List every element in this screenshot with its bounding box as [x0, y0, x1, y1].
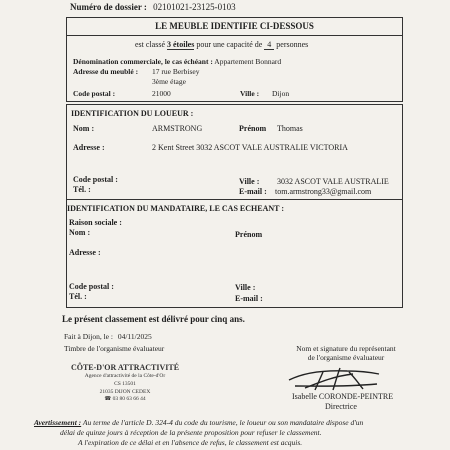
stamp-line1: Agence d'attractivité de la Côte-d'Or [84, 373, 166, 379]
dossier-label: Numéro de dossier : [70, 2, 147, 12]
owner-firstname-value: Thomas [277, 124, 303, 133]
classed-line [135, 40, 308, 49]
signer-name: Isabelle CORONDE-PEINTRE [292, 392, 394, 401]
owner-email-value: tom.armstrong33@gmail.com [275, 187, 372, 196]
dossier-row [70, 2, 236, 12]
warning-line3: A l'expiration de ce délai et en l'absence de refus, le classement est acquis. [78, 438, 303, 447]
address-line1: 17 rue Berbisey [152, 67, 200, 76]
agent-phone-label: Tél. : [69, 292, 87, 301]
classed-middle: pour une capacité de [196, 40, 263, 49]
stamp-org: CÔTE-D'OR ATTRACTIVITÉ [70, 363, 180, 372]
agent-name-label: Nom : [69, 228, 91, 237]
denomination-value: Appartement Bonnard [214, 57, 282, 66]
classed-suffix: personnes [276, 40, 309, 49]
owner-address-value: 2 Kent Street 3032 ASCOT VALE AUSTRALIE VICTORIA [152, 143, 348, 152]
evaluator-stamp [70, 363, 180, 402]
warning-text1: Au terme de l'article D. 324-4 du code du tourisme, le loueur ou son mandataire dispose d'un [82, 418, 364, 427]
signature-label-line2: de l'organisme évaluateur [307, 353, 385, 362]
owner-name-value: ARMSTRONG [152, 124, 203, 133]
done-at-date: 04/11/2025 [117, 332, 152, 341]
agent-section [66, 200, 403, 308]
agent-city-label: Ville : [235, 283, 256, 292]
owner-name-label: Nom : [73, 124, 95, 133]
agent-firstname-label: Prénom [235, 230, 263, 239]
handwritten-signature [285, 362, 385, 394]
owner-section [66, 104, 403, 200]
warning-label: Avertissement : [34, 418, 82, 427]
done-at-label: Fait à Dijon, le : [64, 332, 113, 341]
done-at-row [64, 332, 152, 341]
agent-company-label: Raison sociale : [69, 218, 122, 227]
owner-email-label: E-mail : [239, 187, 267, 196]
stars-value: 3 étoiles [167, 40, 195, 49]
signer-title: Directrice [325, 402, 357, 411]
validity-text: Le présent classement est délivré pour cinq ans. [62, 314, 245, 324]
owner-phone-label: Tél. : [73, 185, 91, 194]
owner-address-label: Adresse : [73, 143, 105, 152]
agent-postal-label: Code postal : [69, 282, 114, 291]
furnished-title: LE MEUBLE IDENTIFIE CI-DESSOUS [155, 21, 314, 31]
denomination-label: Dénomination commerciale, le cas échéant : [73, 57, 213, 66]
city-value: Dijon [272, 89, 290, 98]
city-label: Ville : [240, 89, 260, 98]
stamp-label: Timbre de l'organisme évaluateur [64, 344, 165, 353]
stamp-line2: CS 13501 [114, 381, 136, 387]
warning-line2: délai de quinze jours à réception de la présente proposition pour refuser le classement. [60, 428, 322, 437]
address-label: Adresse du meublé : [73, 67, 139, 76]
owner-city-label: Ville : [239, 177, 260, 186]
stamp-line4: ☎ 03 80 63 66 44 [104, 396, 146, 402]
stamp-line3: 21035 DIJON CEDEX [99, 389, 151, 395]
owner-postal-label: Code postal : [73, 175, 118, 184]
classed-prefix: est classé [135, 40, 165, 49]
dossier-number: 02101021-23125-0103 [153, 2, 236, 12]
agent-email-label: E-mail : [235, 294, 263, 303]
agent-title: IDENTIFICATION DU MANDATAIRE, LE CAS ECHEANT : [67, 204, 284, 213]
address-line2: 3ème étage [152, 77, 186, 86]
capacity-value: 4 [264, 40, 274, 50]
furnished-section [66, 17, 403, 102]
owner-title: IDENTIFICATION DU LOUEUR : [71, 109, 194, 118]
warning-line1 [34, 418, 363, 427]
postal-value: 21000 [152, 89, 171, 98]
denomination-row [73, 57, 281, 66]
agent-address-label: Adresse : [69, 248, 101, 257]
owner-city-value: 3032 ASCOT VALE AUSTRALIE [277, 177, 389, 186]
signature-label-line1: Nom et signature du représentant [296, 344, 396, 353]
postal-label: Code postal : [73, 89, 116, 98]
owner-firstname-label: Prénom [239, 124, 267, 133]
